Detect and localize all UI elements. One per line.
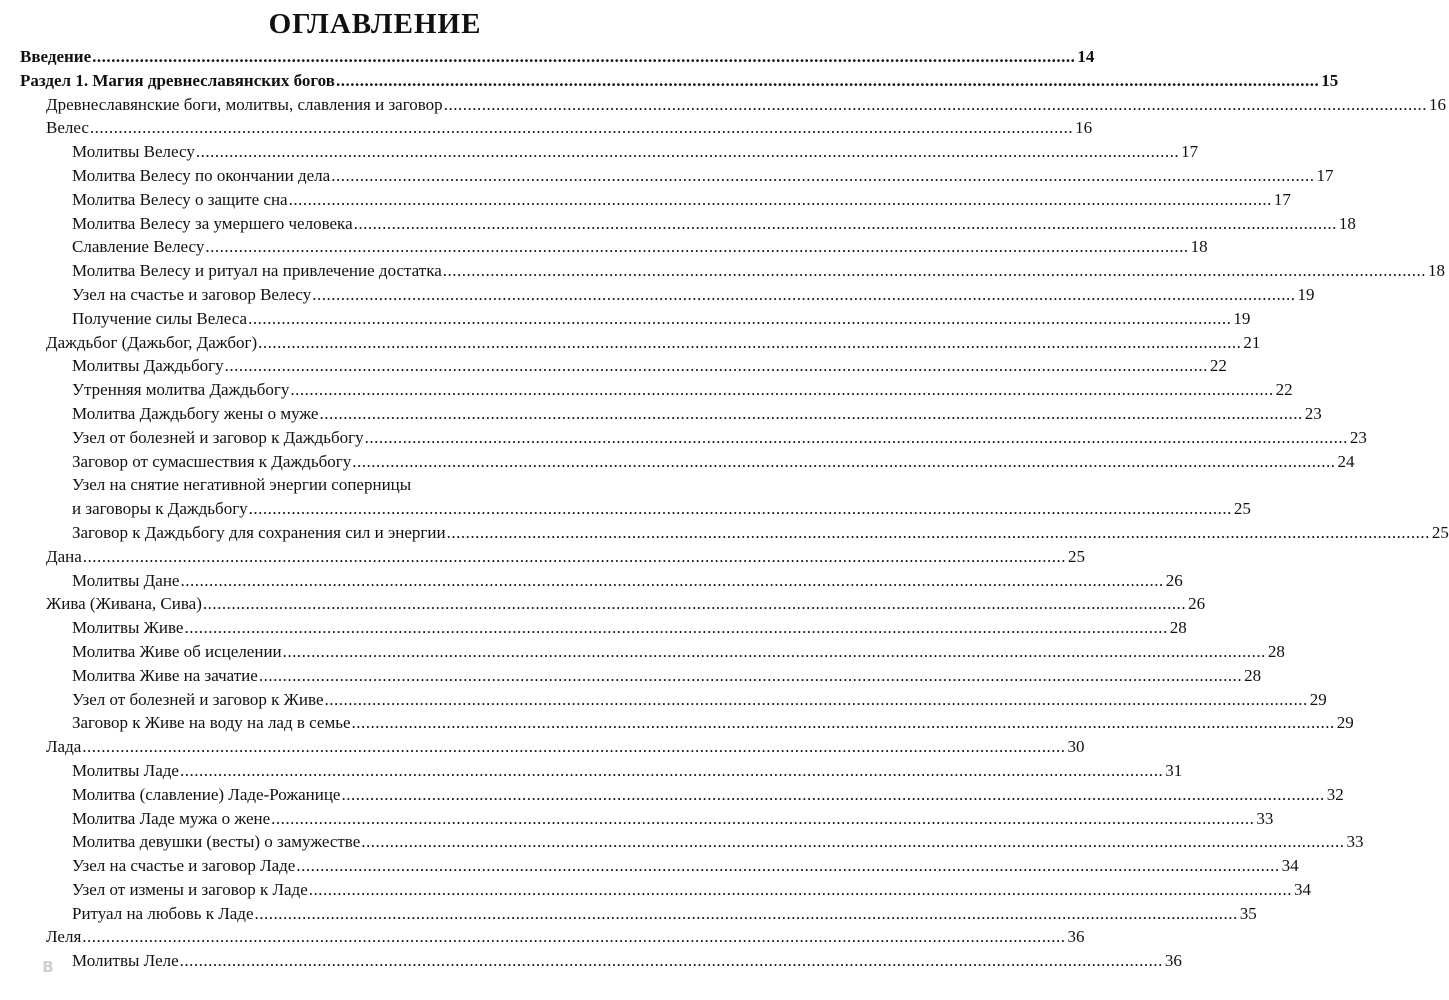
toc-entry-title: Даждьбог (Дажьбог, Дажбог): [46, 332, 258, 352]
toc-entry-page-number: 28: [1244, 665, 1262, 685]
toc-entry-page-number: 32: [1326, 784, 1344, 804]
toc-entry[interactable]: [20, 69, 1339, 93]
toc-entry-page-number: 16: [1075, 118, 1093, 138]
toc-entry[interactable]: [20, 878, 1311, 902]
toc-entry[interactable]: [20, 569, 1183, 593]
dot-leader: [296, 854, 1279, 878]
toc-entry[interactable]: [20, 592, 1206, 616]
toc-entry-title: Молитвы Ладе: [72, 760, 179, 780]
toc-entry-page-number: 18: [1190, 237, 1208, 257]
toc-entry-title: Раздел 1. Магия древнеславянских богов: [20, 70, 335, 90]
toc-entry-page-number: 17: [1273, 189, 1291, 209]
toc-entry-page-number: 25: [1233, 499, 1251, 519]
dot-leader: [205, 235, 1188, 259]
dot-leader: [258, 331, 1241, 355]
toc-entry-page-number: 28: [1267, 641, 1285, 661]
dot-leader: [352, 450, 1335, 474]
toc-entry[interactable]: [20, 259, 1446, 283]
dot-leader: [83, 545, 1066, 569]
dot-leader: [336, 69, 1319, 93]
dot-leader: [90, 116, 1073, 140]
toc-entry-page-number: 19: [1233, 308, 1251, 328]
toc-entry[interactable]: [20, 664, 1262, 688]
toc-entry[interactable]: [20, 378, 1293, 402]
toc-entry-title: Ритуал на любовь к Ладе: [72, 903, 254, 923]
dot-leader: [271, 807, 1254, 831]
toc-entry-title: Молитва Велесу по окончании дела: [72, 165, 331, 185]
toc-entry[interactable]: [20, 116, 1093, 140]
toc-entry-title: Молитва Живе на зачатие: [72, 665, 258, 685]
dot-leader: [309, 878, 1292, 902]
dot-leader: [290, 378, 1273, 402]
dot-leader: [180, 949, 1163, 973]
toc-entry-title: Утренняя молитва Даждьбогу: [72, 380, 290, 400]
toc-entry-page-number: 15: [1321, 70, 1339, 90]
toc-entry-title: Велес: [46, 118, 89, 138]
toc-entry-page-number: 33: [1346, 832, 1364, 852]
toc-entry[interactable]: [20, 854, 1299, 878]
dot-leader: [249, 497, 1232, 521]
toc-entry[interactable]: [20, 140, 1199, 164]
dot-leader: [444, 93, 1427, 117]
dot-leader: [341, 783, 1324, 807]
toc-entry[interactable]: [20, 473, 708, 497]
dot-leader: [447, 521, 1430, 545]
toc-entry[interactable]: [20, 640, 1285, 664]
toc-entry-title: Жива (Живана, Сива): [46, 594, 202, 614]
toc-entry[interactable]: [20, 283, 1315, 307]
toc-entry[interactable]: [20, 497, 1251, 521]
toc-entry-page-number: 36: [1067, 927, 1085, 947]
toc-entry[interactable]: [20, 735, 1085, 759]
dot-leader: [354, 212, 1337, 236]
toc-entry-title: Узел от измены и заговор к Ладе: [72, 879, 308, 899]
toc-entry-title: Молитвы Велесу: [72, 142, 195, 162]
toc-entry-page-number: 22: [1209, 356, 1227, 376]
toc-entry[interactable]: [20, 521, 1449, 545]
toc-entry-title: Молитва Ладе мужа о жене: [72, 808, 271, 828]
toc-entry-page-number: 18: [1428, 261, 1446, 281]
toc-entry-title: Узел от болезней и заговор к Живе: [72, 689, 324, 709]
toc-entry-title: Молитва девушки (весты) о замужестве: [72, 832, 361, 852]
dot-leader: [259, 664, 1242, 688]
toc-entry[interactable]: [20, 616, 1187, 640]
toc-entry-title: Получение силы Велеса: [72, 308, 248, 328]
toc-entry[interactable]: [20, 830, 1364, 854]
toc-entry-page-number: 26: [1188, 594, 1206, 614]
toc-entry-title: Дана: [46, 546, 82, 566]
toc-entry-title: Молитвы Даждьбогу: [72, 356, 224, 376]
dot-leader: [312, 283, 1295, 307]
toc-entry-title: Молитва Даждьбогу жены о муже: [72, 403, 319, 423]
toc-entry-page-number: 29: [1309, 689, 1327, 709]
toc-entry-title: Узел от болезней и заговор к Даждьбогу: [72, 427, 364, 447]
toc-entry-title: Молитвы Дане: [72, 570, 180, 590]
toc-entry[interactable]: [20, 902, 1257, 926]
toc-entry-page-number: 17: [1316, 165, 1334, 185]
toc-entry-title: и заговоры к Даждьбогу: [72, 499, 248, 519]
toc-entry[interactable]: [20, 545, 1086, 569]
toc-entry-page-number: 17: [1181, 142, 1199, 162]
toc-entry-page-number: 24: [1337, 451, 1355, 471]
toc-entry-page-number: 25: [1068, 546, 1086, 566]
toc-entry-page-number: 29: [1336, 713, 1354, 733]
toc-entry-title: Введение: [20, 47, 92, 66]
toc-entry-title: Заговор от сумасшествия к Даждьбогу: [72, 451, 352, 471]
toc-entry-title: Молитва (славление) Ладе-Рожанице: [72, 784, 341, 804]
toc-entry-title: Заговор к Даждьбогу для сохранения сил и энергии: [72, 522, 446, 542]
table-of-contents: [20, 45, 1449, 973]
toc-entry-title: Узел на счастье и заговор Велесу: [72, 284, 312, 304]
dot-leader: [180, 569, 1163, 593]
toc-entry-title: Узел на счастье и заговор Ладе: [72, 856, 296, 876]
toc-entry[interactable]: [20, 235, 1208, 259]
toc-entry-page-number: 23: [1349, 427, 1367, 447]
toc-entry[interactable]: [20, 426, 1367, 450]
toc-entry-title: Молитвы Леле: [72, 951, 179, 971]
dot-leader: [443, 259, 1426, 283]
toc-entry[interactable]: [20, 212, 1356, 236]
page-title: ОГЛАВЛЕНИЕ: [268, 8, 482, 40]
dot-leader: [196, 140, 1179, 164]
dot-leader: [82, 925, 1065, 949]
toc-entry[interactable]: [20, 925, 1085, 949]
dot-leader: [184, 616, 1167, 640]
toc-entry-title: Узел на снятие негативной энергии соперницы: [72, 475, 412, 495]
toc-entry[interactable]: [20, 711, 1354, 735]
toc-entry[interactable]: [20, 164, 1334, 188]
dot-leader: [365, 426, 1348, 450]
toc-entry-title: Заговор к Живе на воду на лад в семье: [72, 713, 351, 733]
toc-entry-page-number: 25: [1431, 522, 1449, 542]
toc-entry[interactable]: [20, 450, 1355, 474]
toc-entry-page-number: 34: [1293, 879, 1311, 899]
toc-entry[interactable]: [20, 759, 1183, 783]
toc-entry[interactable]: [20, 402, 1322, 426]
toc-entry[interactable]: [20, 307, 1251, 331]
toc-entry-page-number: 21: [1243, 332, 1261, 352]
toc-entry-page-number: 23: [1304, 403, 1322, 423]
toc-entry-page-number: 34: [1281, 856, 1299, 876]
toc-entry-title: Молитва Велесу за умершего человека: [72, 213, 353, 233]
dot-leader: [203, 592, 1186, 616]
dot-leader: [225, 354, 1208, 378]
toc-entry-title: Молитва Велесу и ритуал на привлечение достатка: [72, 261, 442, 281]
dot-leader: [92, 45, 1075, 69]
dot-leader: [319, 402, 1302, 426]
toc-entry[interactable]: [20, 688, 1327, 712]
dot-leader: [248, 307, 1231, 331]
toc-entry-title: Лада: [46, 737, 82, 757]
toc-entry-title: Леля: [46, 927, 82, 947]
toc-entry-page-number: 28: [1169, 618, 1187, 638]
toc-entry[interactable]: [20, 331, 1261, 355]
toc-entry-page-number: 31: [1165, 760, 1183, 780]
dot-leader: [283, 640, 1266, 664]
watermark-logo: В: [42, 958, 54, 976]
toc-entry[interactable]: [20, 188, 1291, 212]
dot-leader: [331, 164, 1314, 188]
toc-entry[interactable]: [20, 807, 1274, 831]
dot-leader: [352, 711, 1335, 735]
toc-entry-title: Молитвы Живе: [72, 618, 184, 638]
dot-leader: [361, 830, 1344, 854]
dot-leader: [255, 902, 1238, 926]
toc-entry-page-number: 18: [1338, 213, 1356, 233]
toc-entry-title: Древнеславянские боги, молитвы, славления и заговор: [46, 94, 443, 114]
toc-entry-title: Молитва Живе об исцелении: [72, 641, 282, 661]
toc-entry[interactable]: [20, 354, 1227, 378]
toc-entry-page-number: 26: [1165, 570, 1183, 590]
toc-entry-page-number: 14: [1077, 47, 1095, 66]
toc-entry-page-number: 19: [1297, 284, 1315, 304]
dot-leader: [180, 759, 1163, 783]
toc-entry-title: Молитва Велесу о защите сна: [72, 189, 288, 209]
toc-entry-title: Славление Велесу: [72, 237, 205, 257]
toc-entry[interactable]: [20, 93, 1446, 117]
toc-entry-page-number: 22: [1275, 380, 1293, 400]
toc-entry-page-number: 30: [1067, 737, 1085, 757]
toc-entry[interactable]: [20, 45, 1095, 69]
toc-entry-page-number: 35: [1239, 903, 1257, 923]
toc-entry[interactable]: [20, 949, 1182, 973]
toc-entry-page-number: 36: [1164, 951, 1182, 971]
dot-leader: [325, 688, 1308, 712]
toc-entry-page-number: 33: [1256, 808, 1274, 828]
toc-entry[interactable]: [20, 783, 1344, 807]
dot-leader: [289, 188, 1272, 212]
toc-entry-page-number: 16: [1428, 94, 1446, 114]
dot-leader: [82, 735, 1065, 759]
